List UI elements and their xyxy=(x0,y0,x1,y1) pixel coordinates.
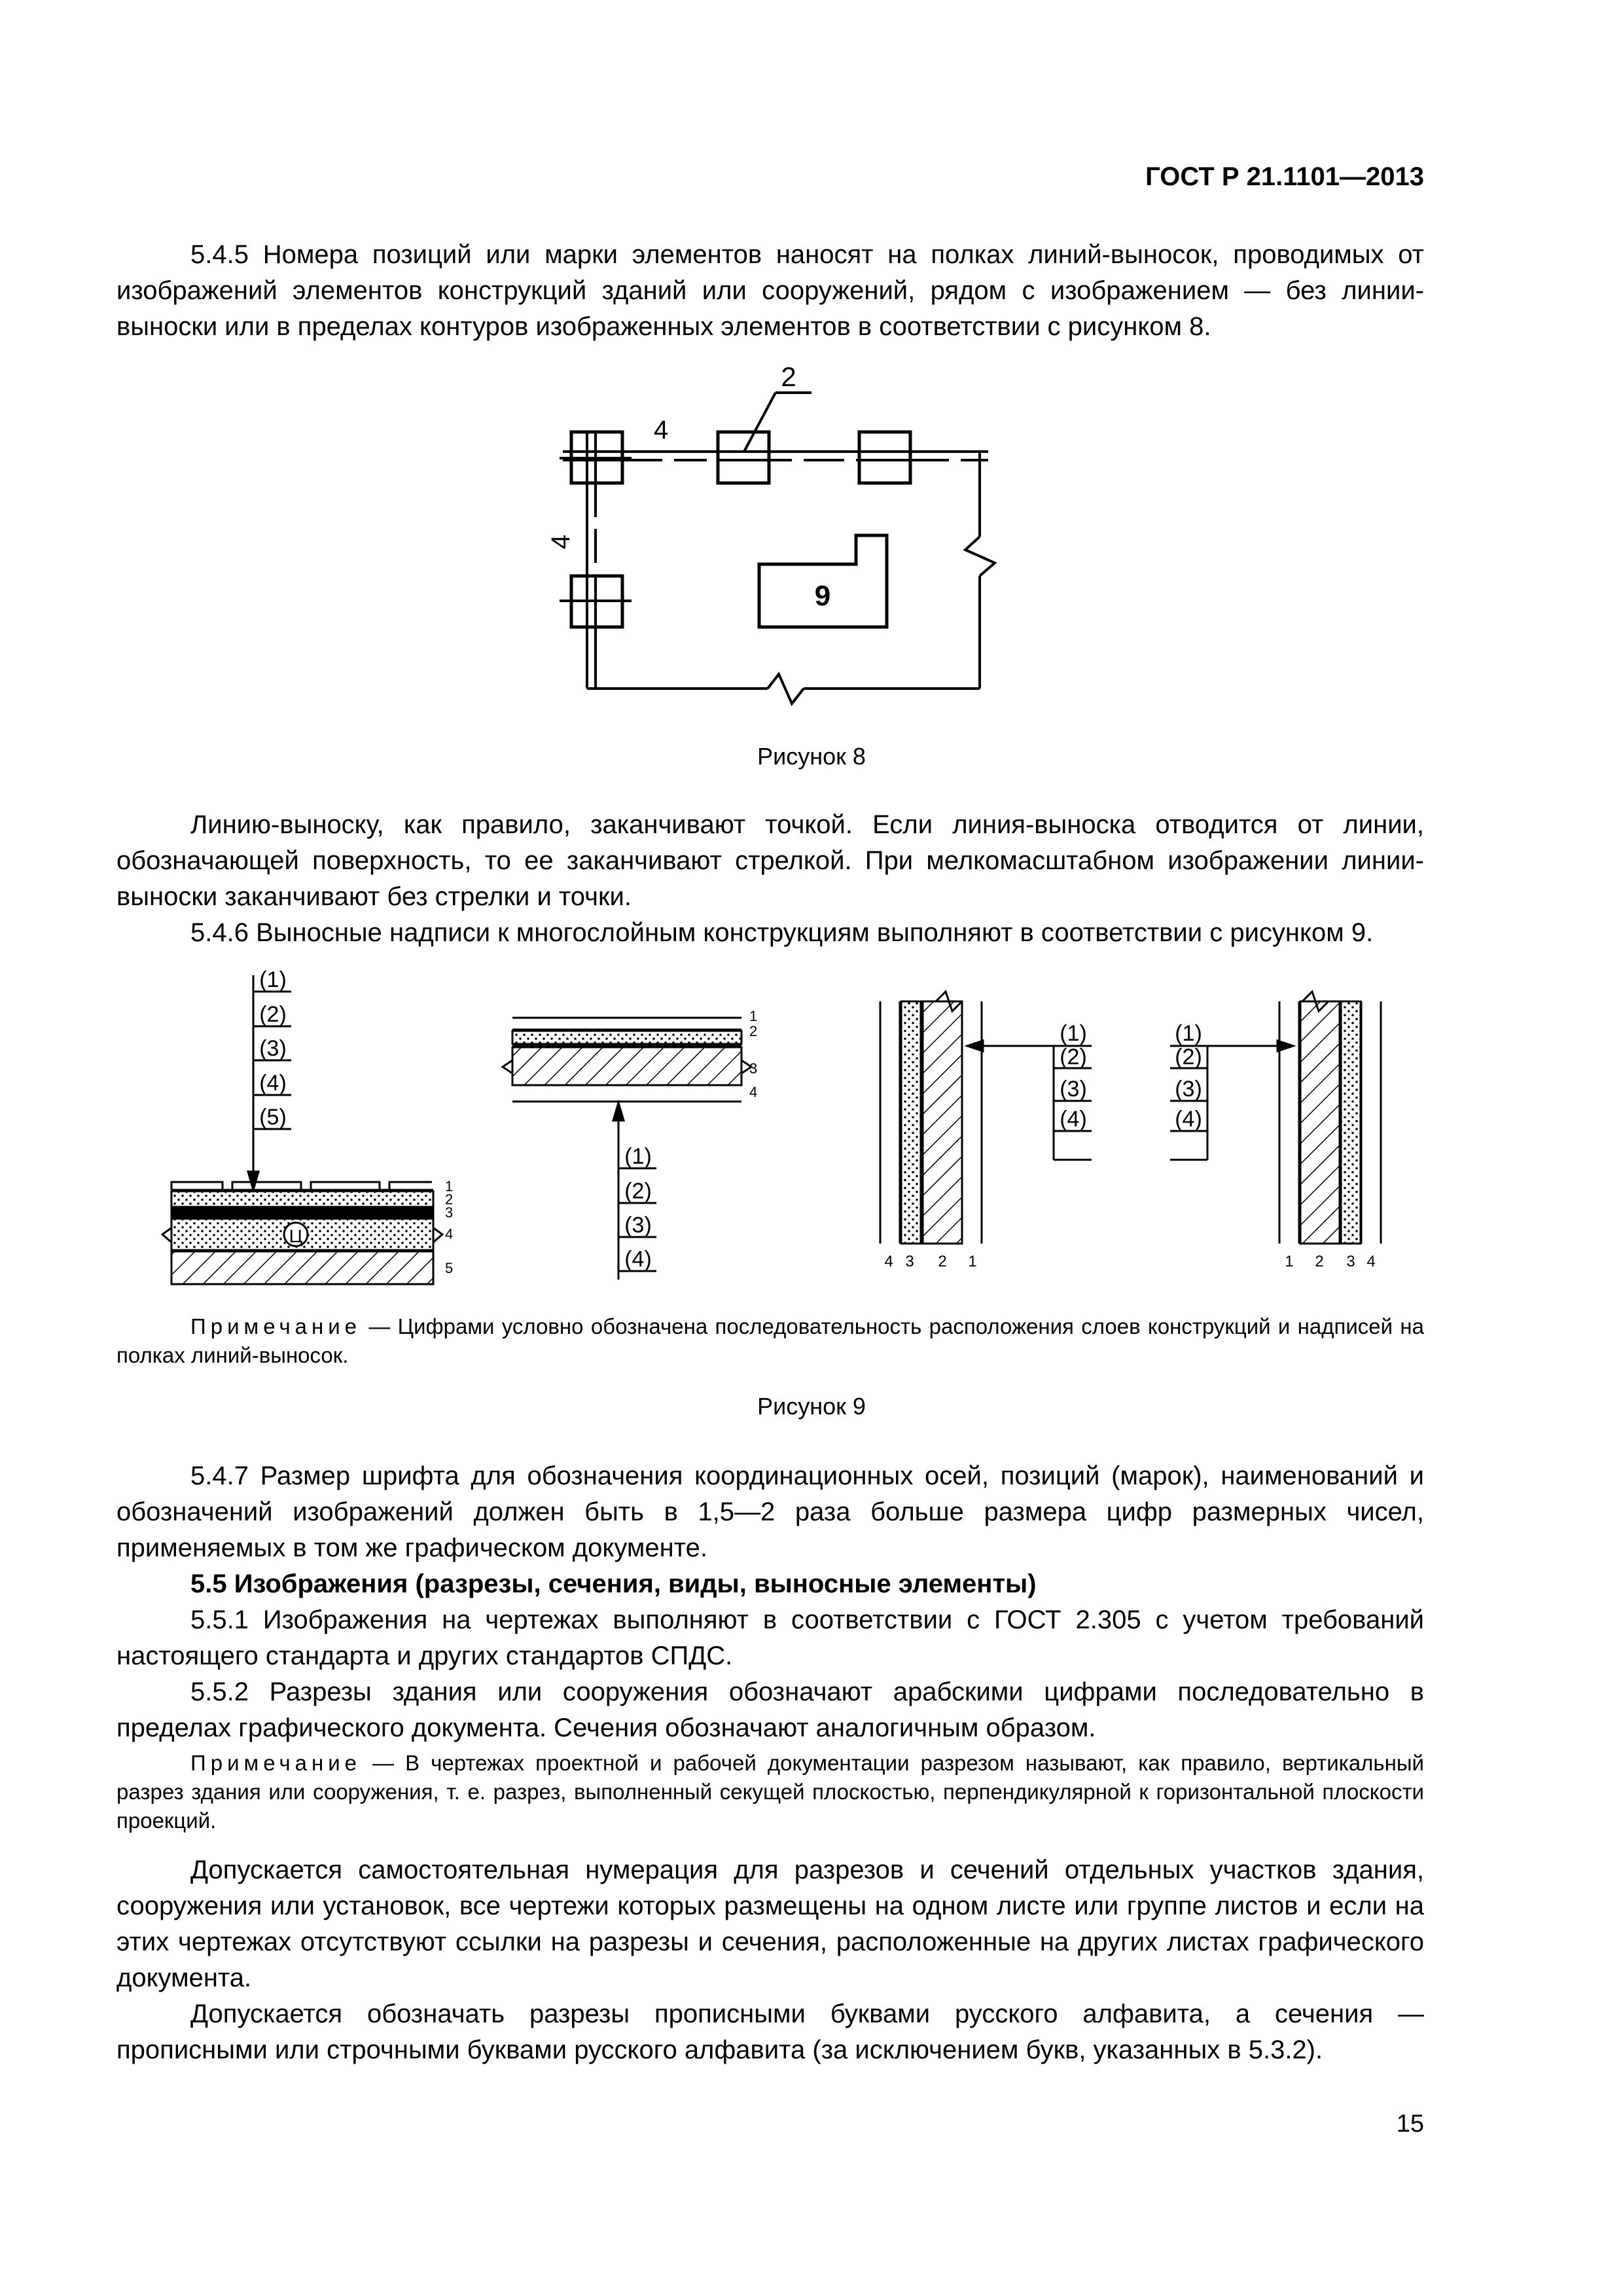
fig9-a-layer-1: 1 xyxy=(445,1178,454,1194)
section-heading-5-5: 5.5 Изображения (разрезы, сечения, виды, выносные элементы) xyxy=(190,1570,1037,1598)
paragraph-leader: Линию-выноску, как правило, заканчивают точкой. Если линия-выноска отводится от линии, обозначающей поверхность, то ее заканчивают стрелкой. При мелкомасштабном изображении линии-выноски заканчивают без стрелки и точки. xyxy=(116,810,1424,911)
label-axis-left: 4 xyxy=(546,534,575,550)
fig9-a-layer-3: 3 xyxy=(445,1204,454,1221)
fig9-b-shelf-3: (3) xyxy=(624,1213,652,1238)
fig9-marker: Ц xyxy=(289,1226,303,1246)
paragraph-5-5-2: 5.5.2 Разрезы здания или сооружения обозначают арабскими цифрами последовательно в пределах графического документа. Сечения обозначают аналогичным образом. xyxy=(116,1677,1424,1742)
fig9-a-shelf-3: (3) xyxy=(259,1036,287,1061)
fig9-b-layer-3: 3 xyxy=(749,1060,758,1077)
fig9-a-layer-2: 2 xyxy=(445,1191,454,1208)
note2-label: Примечание xyxy=(190,1751,362,1775)
fig9-a-shelf-5: (5) xyxy=(259,1105,287,1130)
figure-9 xyxy=(0,956,1623,1322)
fig9-a-shelf-1: (1) xyxy=(259,967,287,992)
fig9-b-shelf-2: (2) xyxy=(624,1179,652,1204)
fig9-c-layer-3: 3 xyxy=(905,1253,914,1270)
fig9-d-shelf-3: (3) xyxy=(1175,1077,1202,1102)
fig9-a-layer-5: 5 xyxy=(445,1260,454,1276)
fig9-c-layer-1: 1 xyxy=(968,1253,977,1270)
label-leader-mark: 2 xyxy=(781,361,796,392)
fig9-b-layer-2: 2 xyxy=(749,1023,758,1039)
fig9-c-layer-2: 2 xyxy=(938,1253,947,1270)
fig9-c-shelf-1: (1) xyxy=(1060,1021,1087,1046)
label-element-mark: 9 xyxy=(814,580,831,612)
figure-9-caption: Рисунок 9 xyxy=(757,1393,866,1420)
fig9-b-layer-1: 1 xyxy=(749,1008,758,1024)
paragraph-5-4-6: 5.4.6 Выносные надписи к многослойным конструкциям выполняют в соответствии с рисунком 9. xyxy=(190,918,1374,947)
fig9-b-shelf-4: (4) xyxy=(624,1247,652,1272)
document-code: ГОСТ Р 21.1101—2013 xyxy=(1145,162,1424,191)
fig9-c-shelf-2: (2) xyxy=(1060,1045,1087,1069)
fig9-a-shelf-2: (2) xyxy=(259,1002,287,1027)
figure-8-caption: Рисунок 8 xyxy=(757,743,866,770)
figure-8 xyxy=(0,347,1623,713)
paragraph-numbering-2: Допускается обозначать разрезы прописными буквами русского алфавита, а сечения — прописными или строчными буквами русского алфавита (за исключением букв, указанных в 5.3.2). xyxy=(116,2000,1424,2064)
fig9-d-layer-3: 3 xyxy=(1346,1253,1355,1270)
fig9-d-layer-2: 2 xyxy=(1315,1253,1324,1270)
note-label: Примечание xyxy=(190,1314,362,1338)
note-5-5-2 xyxy=(116,1749,1424,1835)
fig9-c-layer-4: 4 xyxy=(884,1253,893,1270)
fig9-d-layer-1: 1 xyxy=(1285,1253,1294,1270)
note-text: — Цифрами условно обозначена последовательность расположения слоев конструкций и надписей на полках линий-выносок. xyxy=(116,1314,1424,1367)
paragraph-numbering-1: Допускается самостоятельная нумерация для разрезов и сечений отдельных участков здания, сооружения или установок, все чертежи которых размещены на одном листе или группе листов и если на этих чертежах отсутствуют ссылки на разрезы и сечения, расположенные на других листах графического документа. xyxy=(116,1856,1424,1992)
fig9-d-shelf-2: (2) xyxy=(1175,1045,1202,1069)
figure-9-note xyxy=(116,1312,1424,1370)
note2-text: — В чертежах проектной и рабочей документации разрезом называют, как правило, вертикальный разрез здания или сооружения, т. е. разрез, выполненный секущей плоскостью, перпендикулярной к горизонтальной плоскости проекций. xyxy=(116,1751,1424,1833)
fig9-a-shelf-4: (4) xyxy=(259,1071,287,1096)
fig9-d-shelf-4: (4) xyxy=(1175,1107,1202,1132)
paragraph-5-4-7: 5.4.7 Размер шрифта для обозначения координационных осей, позиций (марок), наименований и обозначений изображений должен быть в 1,5—2 раза больше размера цифр размерных чисел, применяемых в том же графическом документе. xyxy=(116,1462,1424,1562)
paragraph-5-5-1: 5.5.1 Изображения на чертежах выполняют в соответствии с ГОСТ 2.305 с учетом требований настоящего стандарта и других стандартов СПДС. xyxy=(116,1605,1424,1670)
fig9-b-shelf-1: (1) xyxy=(624,1144,652,1169)
fig9-b-layer-4: 4 xyxy=(749,1084,758,1100)
label-axis-top: 4 xyxy=(653,416,669,444)
fig9-d-shelf-1: (1) xyxy=(1175,1021,1202,1046)
fig9-a-layer-4: 4 xyxy=(445,1226,454,1242)
fig9-c-shelf-3: (3) xyxy=(1060,1077,1087,1102)
paragraph-5-4-5: 5.4.5 Номера позиций или марки элементов наносят на полках линий-выносок, проводимых от изображений элементов конструкций зданий или сооружений, рядом с изображением — без линии-выноски или в пределах контуров изображенных элементов в соответствии с рисунком 8. xyxy=(116,240,1424,341)
fig9-d-layer-4: 4 xyxy=(1366,1253,1376,1270)
page-number: 15 xyxy=(1396,2110,1424,2138)
fig9-c-shelf-4: (4) xyxy=(1060,1107,1087,1132)
